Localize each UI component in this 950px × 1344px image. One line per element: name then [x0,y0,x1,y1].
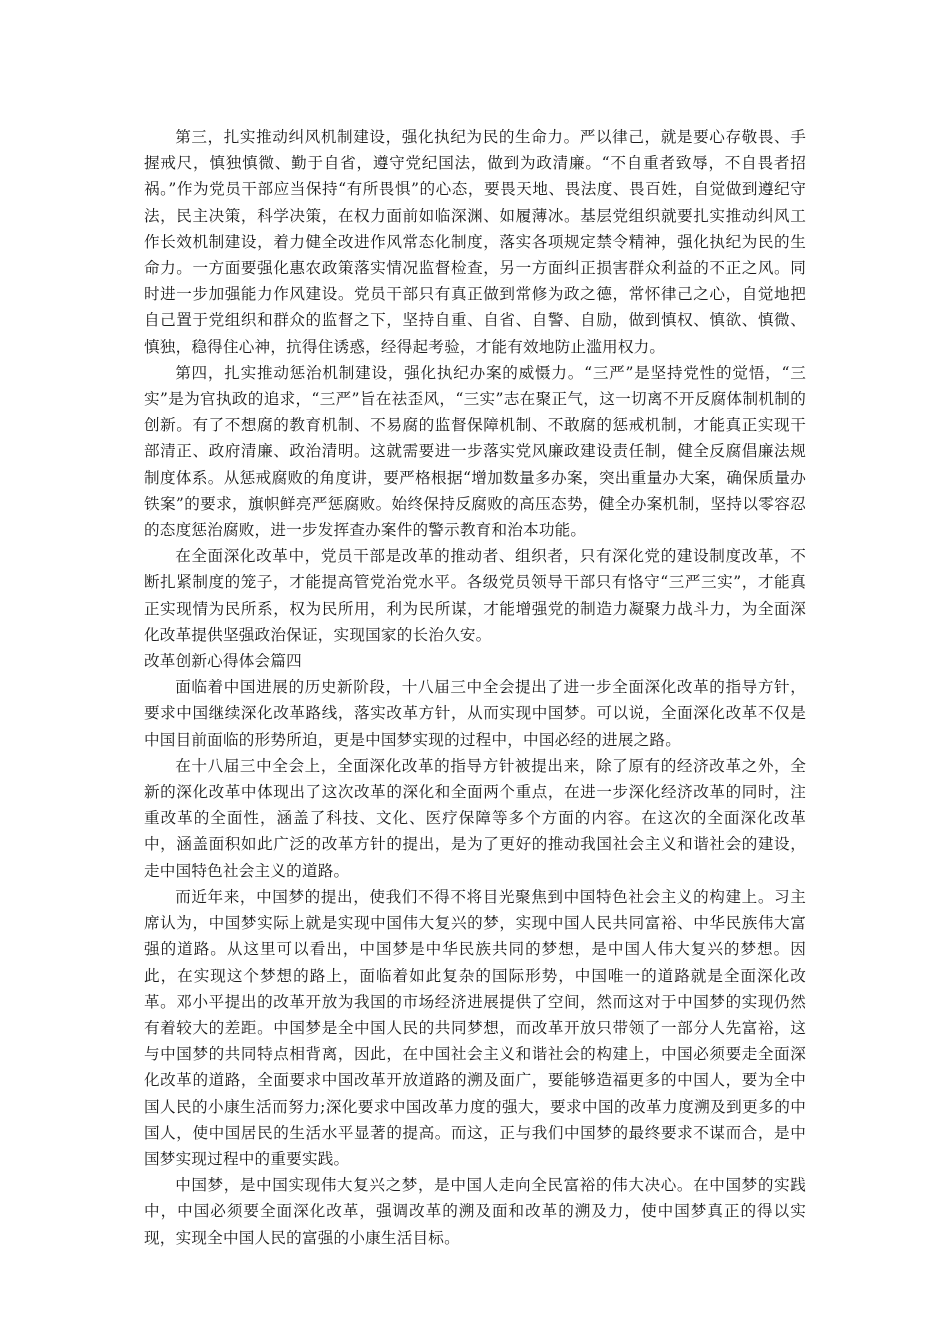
paragraph-third-point: 第三，扎实推动纠风机制建设，强化执纪为民的生命力。严以律己，就是要心存敬畏、手握戒尺，慎独慎微、勤于自省，遵守党纪国法，做到为政清廉。“不自重者致辱，不自畏者招祸。”作为党员干部应当保持“有所畏惧”的心态，要畏天地、畏法度、畏百姓，自觉做到遵纪守法，民主决策，科学决策，在权力面前如临深渊、如履薄冰。基层党组织就要扎实推动纠风工作长效机制建设，着力健全改进作风常态化制度，落实各项规定禁令精神，强化执纪为民的生命力。一方面要强化惠农政策落实情况监督检查，另一方面纠正损害群众利益的不正之风。同时进一步加强能力作风建设。党员干部只有真正做到常修为政之德，常怀律己之心，自觉地把自己置于党组织和群众的监督之下，坚持自重、自省、自警、自励，做到慎权、慎欲、慎微、慎独，稳得住心神，抗得住诱惑，经得起考验，才能有效地防止滥用权力。 [144,128,806,356]
section-title: 改革创新心得体会篇四 [144,652,302,671]
paragraph-intro: 面临着中国进展的历史新阶段，十八届三中全会提出了进一步全面深化改革的指导方针，要求中国继续深化改革路线，落实改革方针，从而实现中国梦。可以说，全面深化改革不仅是中国目前面临的形势所迫，更是中国梦实现的过程中，中国必经的进展之路。 [144,678,806,749]
paragraph-conclusion: 在全面深化改革中，党员干部是改革的推动者、组织者，只有深化党的建设制度改革，不断扎紧制度的笼子，才能提高管党治党水平。各级党员领导干部只有恪守“三严三实”，才能真正实现情为民所系，权为民所用，利为民所谋，才能增强党的制造力凝聚力战斗力，为全面深化改革提供坚强政治保证，实现国家的长治久安。 [144,547,806,644]
paragraph-chinese-dream: 而近年来，中国梦的提出，使我们不得不将目光聚焦到中国特色社会主义的构建上。习主席认为，中国梦实际上就是实现中国伟大复兴的梦，实现中国人民共同富裕、中华民族伟大富强的道路。从这里可以看出，中国梦是中华民族共同的梦想，是中国人伟大复兴的梦想。因此，在实现这个梦想的路上，面临着如此复杂的国际形势，中国唯一的道路就是全面深化改革。邓小平提出的改革开放为我国的市场经济进展提供了空间，然而这对于中国梦的实现仍然有着较大的差距。中国梦是全中国人民的共同梦想，而改革开放只带领了一部分人先富裕，这与中国梦的共同特点相背离，因此，在中国社会主义和谐社会的构建上，中国必须要走全面深化改革的道路，全面要求中国改革开放道路的溯及面广，要能够造福更多的中国人，要为全中国人民的小康生活而努力;深化要求中国改革力度的强大，要求中国的改革力度溯及到更多的中国人，使中国居民的生活水平显著的提高。而这，正与我们中国梦的最终要求不谋而合，是中国梦实现过程中的重要实践。 [144,887,806,1168]
paragraph-plenum: 在十八届三中全会上，全面深化改革的指导方针被提出来，除了原有的经济改革之外，全新的深化改革中体现出了这次改革的深化和全面两个重点，在进一步深化经济改革的同时，注重改革的全面性，涵盖了科技、文化、医疗保障等多个方面的内容。在这次的全面深化改革中，涵盖面积如此广泛的改革方针的提出，是为了更好的推动我国社会主义和谐社会的建设，走中国特色社会主义的道路。 [144,756,806,880]
document-page [144,124,806,1251]
paragraph-closing: 中国梦，是中国实现伟大复兴之梦，是中国人走向全民富裕的伟大决心。在中国梦的实践中，中国必须要全面深化改革，强调改革的溯及面和改革的溯及力，使中国梦真正的得以实现，实现全中国人民的富强的小康生活目标。 [144,1176,806,1247]
paragraph-fourth-point: 第四，扎实推动惩治机制建设，强化执纪办案的威慑力。“三严”是坚持党性的觉悟，“三实”是为官执政的追求，“三严”旨在祛歪风，“三实”志在聚正气，这一切离不开反腐体制机制的创新。有了不想腐的教育机制、不易腐的监督保障机制、不敢腐的惩戒机制，才能真正实现干部清正、政府清廉、政治清明。这就需要进一步落实党风廉政建设责任制，健全反腐倡廉法规制度体系。从惩戒腐败的角度讲，要严格根据“增加数量多办案，突出重量办大案，确保质量办铁案”的要求，旗帜鲜亮严惩腐败。始终保持反腐败的高压态势，健全办案机制，坚持以零容忍的态度惩治腐败，进一步发挥查办案件的警示教育和治本功能。 [144,363,806,540]
